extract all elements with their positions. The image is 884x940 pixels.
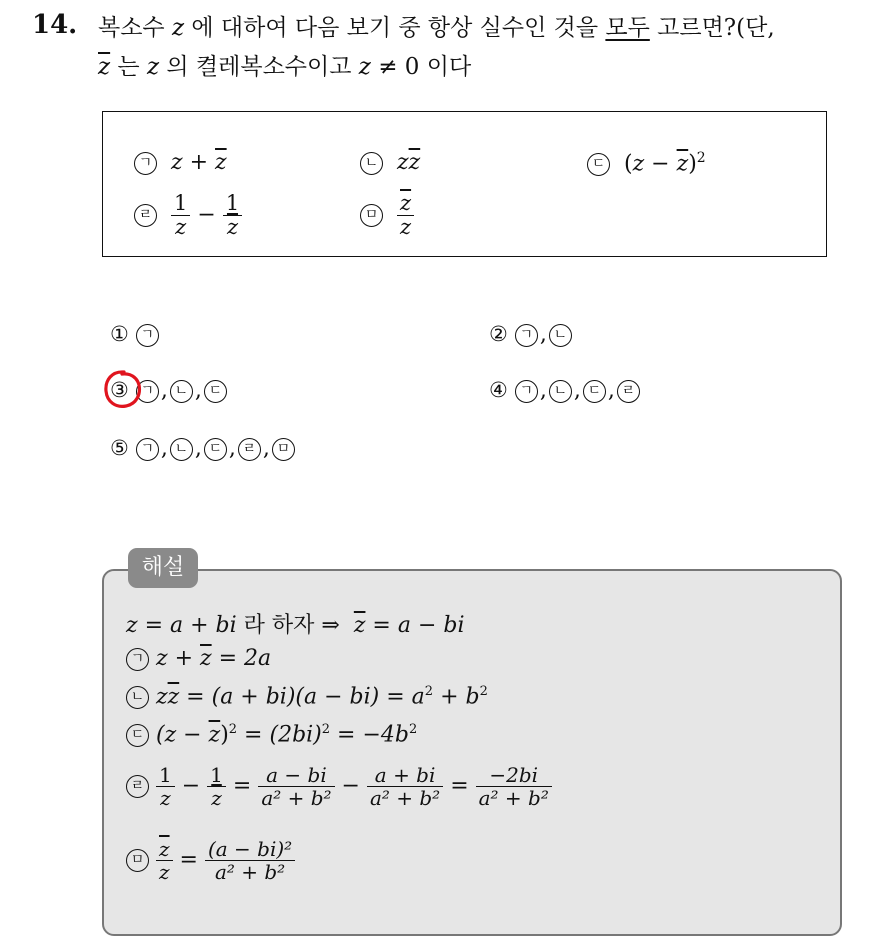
- circled-marker-icon: ㄹ: [238, 438, 261, 461]
- circled-marker-icon: ㄱ: [126, 648, 149, 671]
- circled-marker-icon: ㄷ: [583, 380, 606, 403]
- fraction: $\frac{-2bi}{\text{a² + b²}}$: [476, 764, 552, 809]
- fraction: $\frac{\overline{z}}{z}$: [156, 838, 173, 883]
- fraction: $\frac{a + bi}{\text{a² + b²}}$: [367, 764, 443, 809]
- solution-line-0: z = a + bi 라 하자 ⇒ $\overline{z} = a$ − bi: [126, 613, 465, 638]
- circled-marker-icon: ㄷ: [587, 153, 610, 176]
- circled-marker-icon: ㄷ: [204, 438, 227, 461]
- choice-2[interactable]: ② ㄱ , ㄴ: [489, 322, 572, 347]
- solution-label: 해설: [128, 548, 198, 588]
- solution-line-4: ㄹ $\frac{1}{z}$ − $\frac{1}{z}$ = $\frac{a - bi}{\text{a² + b²}}$ − $\frac{a + bi}{\text{a² + b²}}$ = $\frac{-2bi}{\text{a² + b²}}$: [126, 764, 552, 809]
- option-b: ㄴ $z\overline{z}$: [360, 150, 420, 175]
- circled-marker-icon: ㄹ: [126, 775, 149, 798]
- circled-marker-icon: ㄴ: [170, 380, 193, 403]
- question-line-1: 복소수 z 에 대하여 다음 보기 중 항상 실수인 것을 모두 고르면?(단,: [98, 15, 775, 41]
- circled-marker-icon: ㄴ: [170, 438, 193, 461]
- circled-marker-icon: ㄴ: [360, 152, 383, 175]
- circled-marker-icon: ㄱ: [136, 438, 159, 461]
- circled-marker-icon: ㄷ: [204, 380, 227, 403]
- underlined-word: 모두: [605, 15, 650, 41]
- question-line-2: $\overline{z}$ 는 z 의 켤레복소수이고 z ≠ 0 이다: [98, 54, 472, 80]
- fraction: $\frac{1}{z}$: [171, 192, 190, 239]
- answer-mark-icon: [102, 369, 144, 411]
- fraction: $\frac{\overline{z}}{z}$: [397, 192, 414, 239]
- fraction: $\frac{1}{z}$: [223, 192, 242, 239]
- option-c: ㄷ $(z - \overline{z})^2$: [587, 150, 706, 176]
- choice-1[interactable]: ① ㄱ: [110, 322, 159, 347]
- circled-marker-icon: ㄴ: [126, 686, 149, 709]
- circled-marker-icon: ㄷ: [126, 724, 149, 747]
- solution-line-2: ㄴ $z\overline{z} = (a + bi)(a - bi) = a^2 + b^2$: [126, 684, 488, 709]
- option-a: ㄱ $z + \overline{z}$: [134, 150, 227, 175]
- fraction: $\frac{\text{(a − bi)²}}{\text{a² + b²}}$: [205, 838, 295, 883]
- var-z: z: [171, 15, 185, 41]
- circled-marker-icon: ㄹ: [617, 380, 640, 403]
- circled-marker-icon: ㄹ: [134, 204, 157, 227]
- solution-line-3: ㄷ $(z - \overline{z})^2 = (2bi)^2 = -4b^2$: [126, 722, 417, 747]
- circled-marker-icon: ㅁ: [272, 438, 295, 461]
- fraction: $\frac{1}{z}$: [207, 764, 226, 809]
- solution-line-1: ㄱ $z + \overline{z} = 2a$: [126, 646, 271, 671]
- option-e: [360, 192, 414, 239]
- conjugate-z: $\overline{z}$: [98, 54, 111, 80]
- option-d: ㄹ $\frac{1}{z}$ − $\frac{1}{z}$: [134, 192, 242, 239]
- choice-4[interactable]: ④ ㄱ , ㄴ , ㄷ , ㄹ: [489, 378, 640, 403]
- circled-marker-icon: ㄱ: [136, 324, 159, 347]
- question-number: 14.: [32, 10, 78, 40]
- solution-line-5: ㅁ $\frac{\overline{z}}{z}$ = $\frac{\text{(a − bi)²}}{\text{a² + b²}}$: [126, 838, 295, 883]
- fraction: $\frac{1}{z}$: [156, 764, 175, 809]
- circled-marker-icon: ㅁ: [126, 849, 149, 872]
- circled-marker-icon: ㅁ: [360, 204, 383, 227]
- choice-5[interactable]: ⑤ ㄱ , ㄴ , ㄷ , ㄹ , ㅁ: [110, 436, 295, 461]
- circled-marker-icon: ㄱ: [136, 380, 159, 403]
- choice-3[interactable]: ③ ㄱ , ㄴ , ㄷ: [110, 378, 227, 403]
- circled-marker-icon: ㄱ: [134, 152, 157, 175]
- fraction: $\frac{a - bi}{\text{a² + b²}}$: [258, 764, 334, 809]
- circled-marker-icon: ㄱ: [515, 324, 538, 347]
- circled-marker-icon: ㄴ: [549, 324, 572, 347]
- circled-marker-icon: ㄱ: [515, 380, 538, 403]
- circled-marker-icon: ㄴ: [549, 380, 572, 403]
